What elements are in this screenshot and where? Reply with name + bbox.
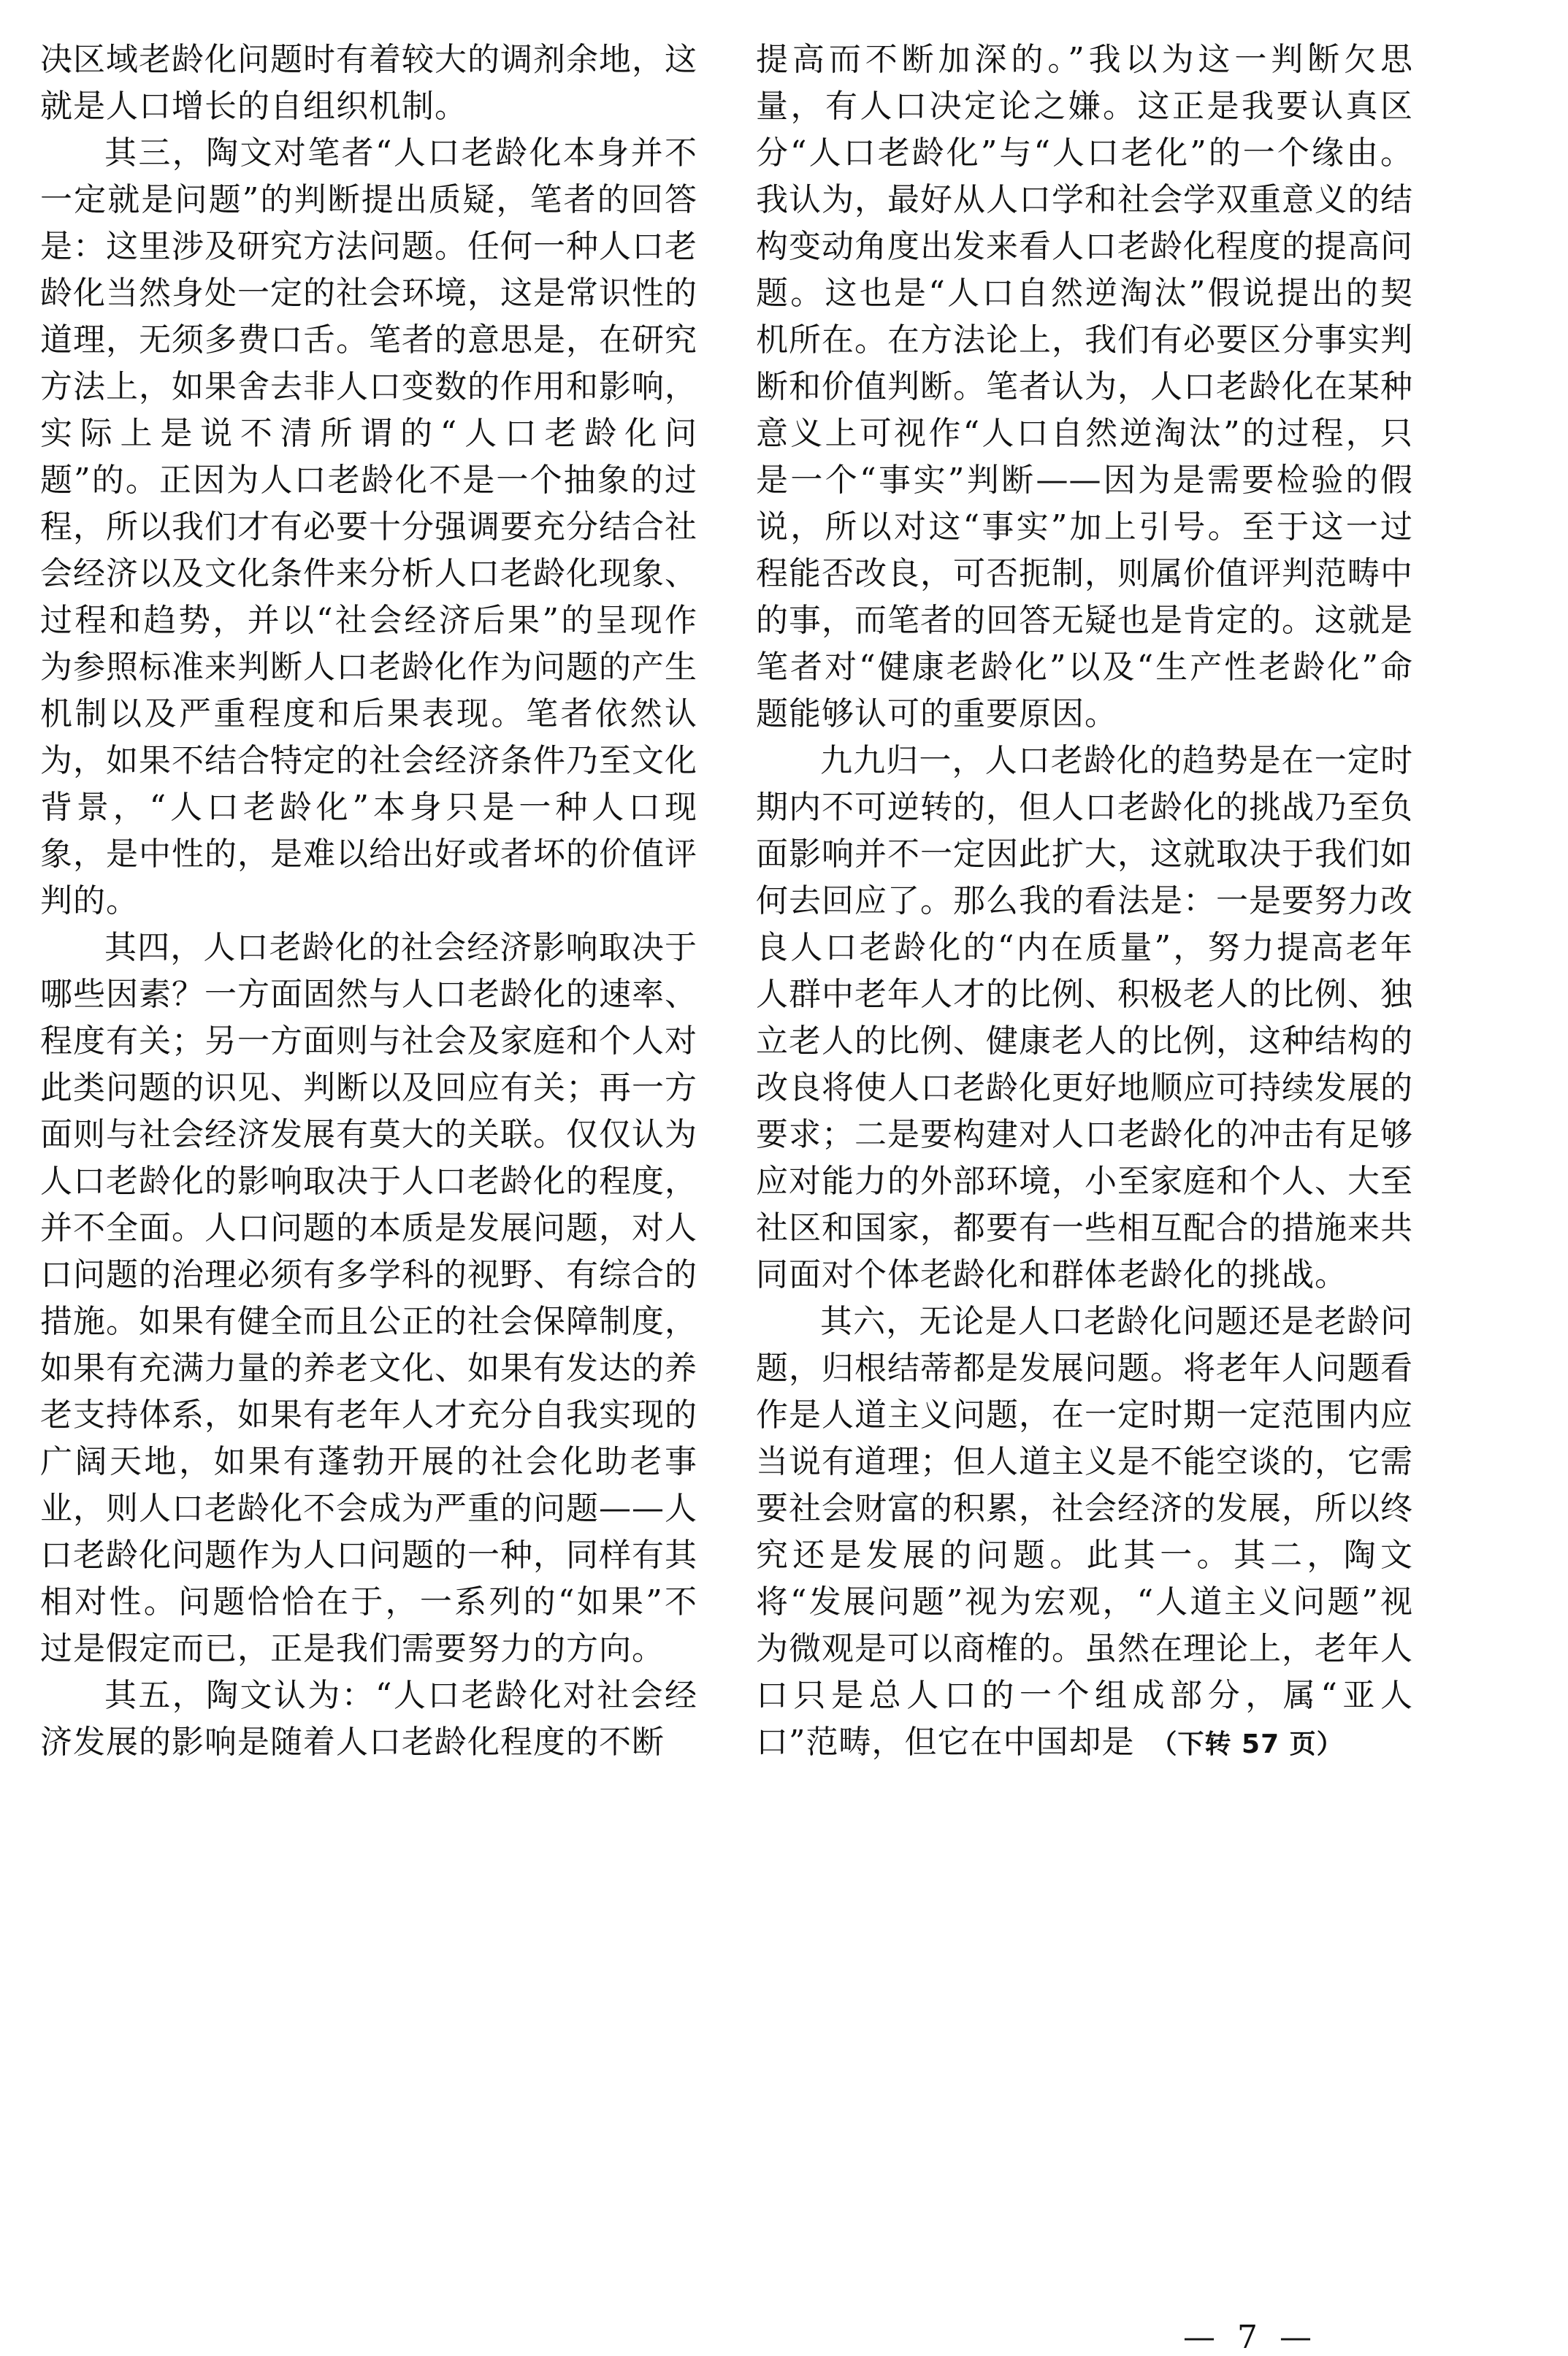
left-column (40, 37, 697, 1766)
paragraph: 其五，陶文认为：“人口老龄化对社会经济发展的影响是随着人口老龄化程度的不断 (40, 1677, 697, 1761)
paragraph: 其四，人口老龄化的社会经济影响取决于哪些因素？一方面固然与人口老龄化的速率、程度有关；另一方面则与社会及家庭和个人对此类问题的识见、判断以及回应有关；再一方面则与社会经济发展有莫大的关联。仅仅认为人口老龄化的影响取决于人口老龄化的程度，并不全面。人口问题的本质是发展问题，对人口问题的治理必须有多学科的视野、有综合的措施。如果有健全而且公正的社会保障制度，如果有充满力量的养老文化、如果有发达的养老支持体系，如果有老年人才充分自我实现的广阔天地，如果有蓬勃开展的社会化助老事业，则人口老龄化不会成为严重的问题——人口老龄化问题作为人口问题的一种，同样有其相对性。问题恰恰在于，一系列的“如果”不过是假定而已，正是我们需要努力的方向。 (40, 929, 697, 1667)
paragraph: 提高而不断加深的。”我以为这一判断欠思量，有人口决定论之嫌。这正是我要认真区分“人口老龄化”与“人口老化”的一个缘由。我认为，最好从人口学和社会学双重意义的结构变动角度出发来看人口老龄化程度的提高问题。这也是“人口自然逆淘汰”假说提出的契机所在。在方法论上，我们有必要区分事实判断和价值判断。笔者认为，人口老龄化在某种意义上可视作“人口自然逆淘汰”的过程，只是一个“事实”判断——因为是需要检验的假说，所以对这“事实”加上引号。至于这一过程能否改良，可否扼制，则属价值评判范畴中的事，而笔者的回答无疑也是肯定的。这就是笔者对“健康老龄化”以及“生产性老龄化”命题能够认可的重要原因。 (756, 41, 1413, 733)
paragraph: 其三，陶文对笔者“人口老龄化本身并不一定就是问题”的判断提出质疑，笔者的回答是：这里涉及研究方法问题。任何一种人口老龄化当然身处一定的社会环境，这是常识性的道理，无须多费口舌。笔者的意思是，在研究方法上，如果舍去非人口变数的作用和影响，实际上是说不清所谓的“人口老龄化问题”的。正因为人口老龄化不是一个抽象的过程，所以我们才有必要十分强调要充分结合社会经济以及文化条件来分析人口老龄化现象、过程和趋势，并以“社会经济后果”的呈现作为参照标准来判断人口老龄化作为问题的产生机制以及严重程度和后果表现。笔者依然认为，如果不结合特定的社会经济条件乃至文化背景，“人口老龄化”本身只是一种人口现象，是中性的，是难以给出好或者坏的价值评判的。 (40, 134, 697, 919)
right-column (756, 37, 1413, 1768)
page-number: — 7 — (1183, 2319, 1317, 2356)
paragraph-text: 其六，无论是人口老龄化问题还是老龄问题，归根结蒂都是发展问题。将老年人问题看作是人道主义问题，在一定时期一定范围内应当说有道理；但人道主义是不能空谈的，它需要社会财富的积累，社会经济的发展，所以终究还是发展的问题。此其一。其二，陶文将“发展问题”视为宏观，“人道主义问题”视为微观是可以商榷的。虽然在理论上，老年人口只是总人口的一个组成部分，属“亚人口”范畴，但它在中国却是 (756, 1303, 1413, 1761)
paragraph: 九九归一，人口老龄化的趋势是在一定时期内不可逆转的，但人口老龄化的挑战乃至负面影响并不一定因此扩大，这就取决于我们如何去回应了。那么我的看法是：一是要努力改良人口老龄化的“内在质量”，努力提高老年人群中老年人才的比例、积极老人的比例、独立老人的比例、健康老人的比例，这种结构的改良将使人口老龄化更好地顺应可持续发展的要求；二是要构建对人口老龄化的冲击有足够应对能力的外部环境，小至家庭和个人、大至社区和国家，都要有一些相互配合的措施来共同面对个体老龄化和群体老龄化的挑战。 (756, 742, 1413, 1293)
paragraph (756, 1299, 1413, 1768)
paragraph: 决区域老龄化问题时有着较大的调剂余地，这就是人口增长的自组织机制。 (40, 41, 697, 125)
continuation-note: （下转 57 页） (1150, 1729, 1344, 1759)
